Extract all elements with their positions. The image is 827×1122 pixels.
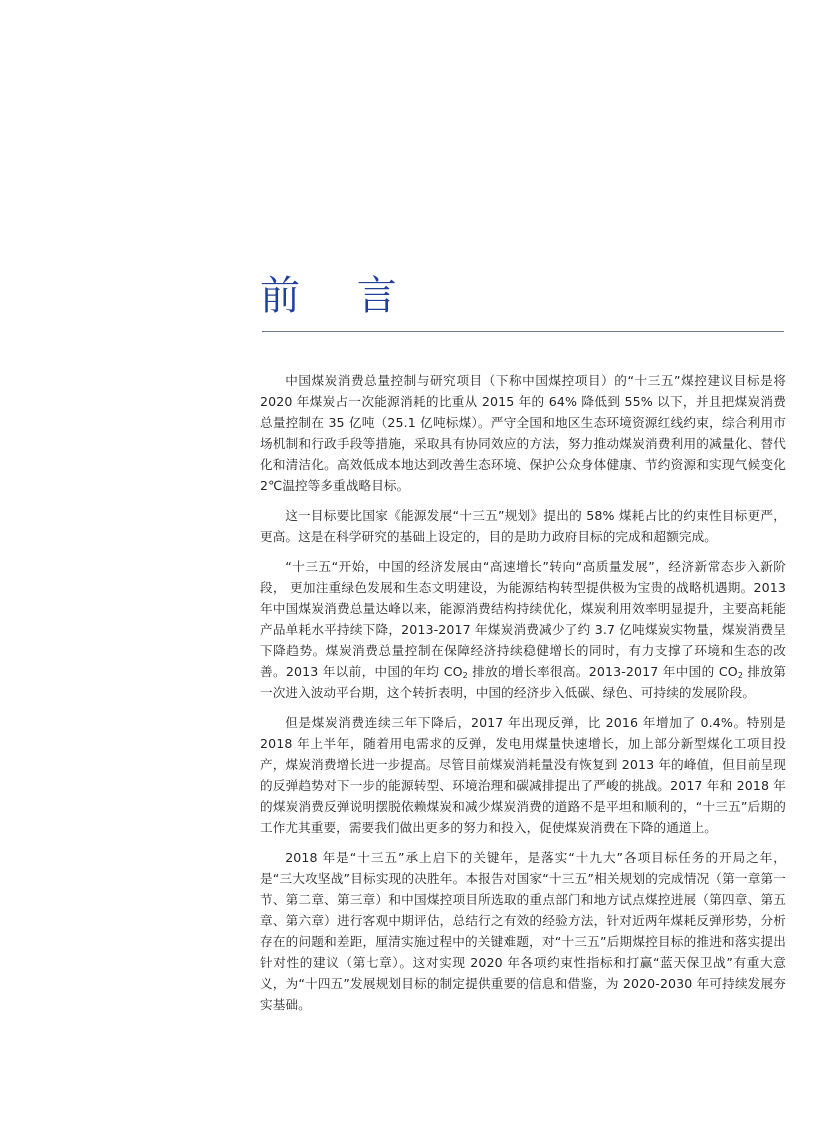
page-title: 前 言 xyxy=(260,273,419,319)
paragraph-1 xyxy=(260,370,786,496)
paragraph-text: 这一目标要比国家《能源发展“十三五”规划》提出的 58% 煤耗占比的约束性目标更严，更高。这是在科学研究的基础上设定的，目的是助力政府目标的完成和超额完成。 xyxy=(260,508,786,544)
paragraph-text: 中国煤炭消费总量控制与研究项目（下称中国煤控项目）的“十三五”煤控建议目标是将 2020 年煤炭占一次能源消耗的比重从 2015 年的 64% 降低到 55% 以下，并且把煤炭消费总量控制在 35 亿吨（25.1 亿吨标煤）。严守全国和地区生态环境资源红线约束，综合利用市场机制和行政手段等措施，采取具有协同效应的方法，努力推动煤炭消费利用的减量化、替代化和清洁化。高效低成本地达到改善生态环境、保护公众身体健康、节约资源和实现气候变化 2℃温控等多重战略目标。 xyxy=(260,373,786,493)
preface-body xyxy=(260,370,786,1024)
paragraph-4 xyxy=(260,712,786,838)
paragraph-text: 排放的增长率很高。2013-2017 年中国的 CO xyxy=(467,664,738,679)
paragraph-2 xyxy=(260,505,786,547)
subscript-2: 2 xyxy=(737,671,744,680)
paragraph-5 xyxy=(260,847,786,1015)
paragraph-text: 排放第一次进入波动平台期，这个转折表明，中国的经济步入低碳、绿色、可持续的发展阶段。 xyxy=(260,664,787,700)
title-divider xyxy=(262,331,784,332)
subscript-2: 2 xyxy=(462,671,468,680)
paragraph-3 xyxy=(260,556,786,703)
paragraph-text: 2018 年是“十三五”承上启下的关键年，是落实“十九大”各项目标任务的开局之年，是“三大攻坚战”目标实现的决胜年。本报告对国家“十三五”相关规划的完成情况（第一章第一节、第二章、第三章）和中国煤控项目所选取的重点部门和地方试点煤控进展（第四章、第五章、第六章）进行客观中期评估，总结行之有效的经验方法，针对近两年煤耗反弹形势，分析存在的问题和差距，厘清实施过程中的关键难题，对“十三五”后期煤控目标的推进和落实提出针对性的建议（第七章）。这对实现 2020 年各项约束性指标和打赢“蓝天保卫战”有重大意义，为“十四五”发展规划目标的制定提供重要的信息和借鉴，为 2020-2030 年可持续发展夯实基础。 xyxy=(260,850,786,1012)
paragraph-text: “十三五“开始，中国的经济发展由“高速增长”转向“高质量发展”，经济新常态步入新阶段， 更加注重绿色发展和生态文明建设，为能源结构转型提供极为宝贵的战略机遇期。2013 年中国煤炭消费总量达峰以来，能源消费结构持续优化，煤炭利用效率明显提升，主要高耗能产品单耗水平持续下降，2013-2017 年煤炭消费减少了约 3.7 亿吨煤炭实物量，煤炭消费呈下降趋势。煤炭消费总量控制在保障经济持续稳健增长的同时，有力支撑了环境和生态的改善。2013 年以前，中国的年均 CO xyxy=(260,559,786,679)
paragraph-text: 但是煤炭消费连续三年下降后，2017 年出现反弹，比 2016 年增加了 0.4%。特别是 2018 年上半年，随着用电需求的反弹，发电用煤量快速增长，加上部分新型煤化工项目投产，煤炭消费增长进一步提高。尽管目前煤炭消耗量没有恢复到 2013 年的峰值，但目前呈现的反弹趋势对下一步的能源转型、环境治理和碳减排提出了严峻的挑战。2017 年和 2018 年的煤炭消费反弹说明摆脱依赖煤炭和减少煤炭消费的道路不是平坦和顺利的，“十三五”后期的工作尤其重要，需要我们做出更多的努力和投入，促使煤炭消费在下降的通道上。 xyxy=(260,715,786,835)
